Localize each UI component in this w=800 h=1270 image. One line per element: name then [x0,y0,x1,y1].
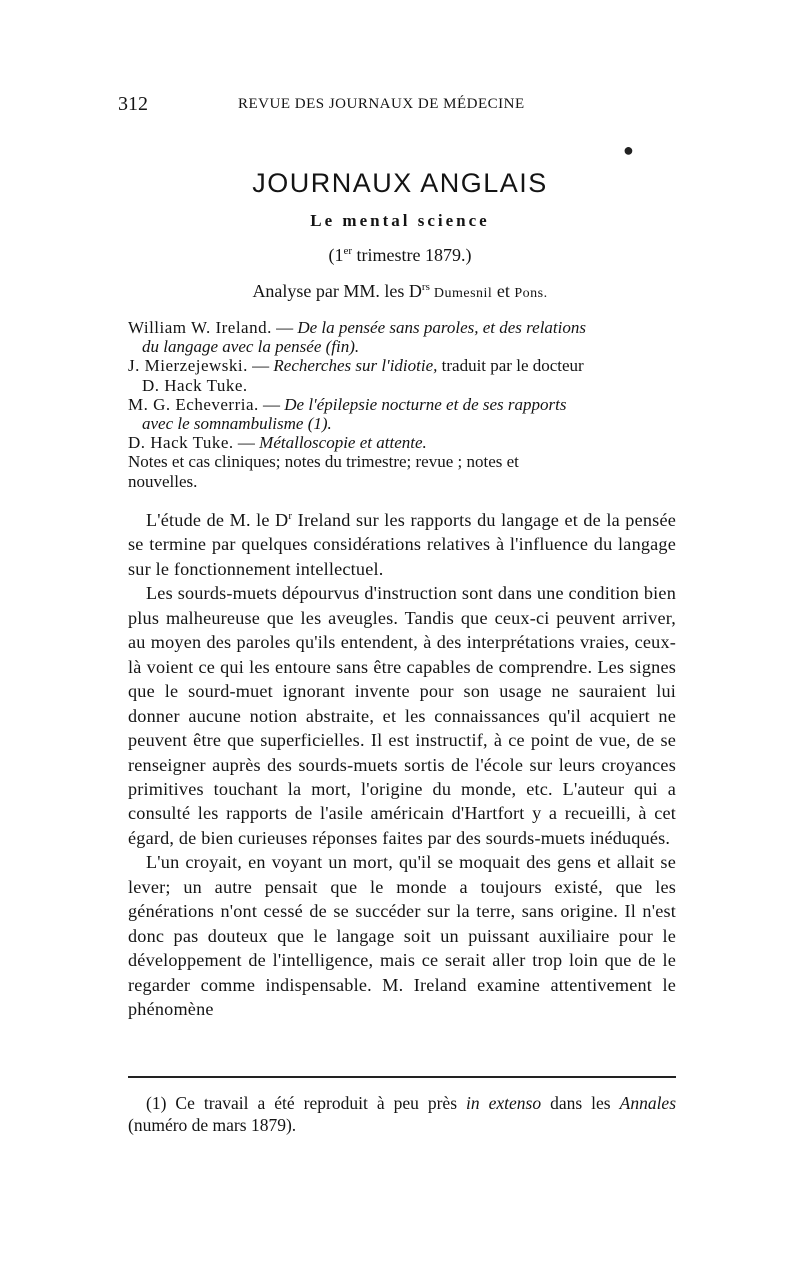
entry-author: M. G. Echeverria. [128,394,259,414]
analysts-line [0,281,800,302]
analyst-name-2: Pons. [514,286,548,301]
entry-title: Métalloscopie et attente. [259,433,427,453]
entry-title: De la pensée sans paroles, et des relations [297,318,586,337]
entry-author: William W. Ireland. [128,318,272,337]
quarter-sup: er [343,245,353,257]
paragraph-3: L'un croyait, en voyant un mort, qu'il se moquait des gens et allait se lever; un autre pensait que le monde a toujours existé, que les générations n'ont cessé de se succéder sur la terre, sans origine. Il n'est donc pas douteux que le langage soit un puissant auxiliaire pour le développement de l'intelligence, mais ce serait aller trop loin que de le regarder comme indispensable. M. Ireland examine attentivement le phénomène [128,852,676,1020]
paragraph-1 [128,508,676,581]
page-number: 312 [118,93,148,115]
quarter-line [0,245,800,266]
footnote-text-c: (numéro de mars 1879). [128,1115,297,1135]
printer-mark-icon: ● [623,140,634,160]
entry-continuation: avec le somnambulisme (1). [142,414,332,434]
entry-continuation: du langage avec la pensée (fin). [142,337,360,357]
analysts-middle: et [492,281,515,301]
footnote-rule [128,1076,676,1078]
entry-continuation: nouvelles. [128,471,198,491]
journal-title: Le mental science [310,211,490,230]
contents-list [128,318,678,491]
footnote-text-b: dans les [541,1093,611,1113]
contents-entry [128,356,678,394]
analysts-prefix: Analyse par MM. les D [252,281,422,301]
footnote-italic-2: Annales [619,1093,677,1113]
entry-dash: — [258,394,285,414]
entry-title: De l'épilepsie nocturne et de ses rapports [284,394,567,414]
contents-entry [128,318,678,356]
paragraph-1-rest: Ireland sur les rapports du langage et de la pensée se termine par quelques considérations relatives à l'influence du langage sur le fonctionnement intellectuel. [128,510,676,579]
entry-dash: — [233,433,260,453]
footnote-text-a: (1) Ce travail a été reproduit à peu près [146,1093,467,1113]
page-header [118,93,678,117]
article-body [128,508,676,1022]
analyst-name-1: Dumesnil [429,286,493,301]
contents-entry [128,452,678,490]
entry-title: Recherches sur l'idiotie, [273,356,438,376]
running-head: REVUE DES JOURNAUX DE MÉDECINE [238,96,525,112]
contents-entry [128,395,678,433]
entry-author: J. Mierzejewski. [128,356,248,376]
analysts-sup: rs [421,281,430,293]
paragraph-1-sup: r [288,509,293,522]
contents-entry [128,433,678,452]
paragraph-1-start: L'étude de M. le D [146,510,289,530]
entry-author: D. Hack Tuke. [128,433,234,453]
footnote [128,1092,676,1136]
section-title: JOURNAUX ANGLAIS [252,168,548,198]
entry-dash: — [247,356,274,376]
paragraph-2: Les sourds-muets dépourvus d'instruction sont dans une condition bien plus malheureuse que les aveugles. Tandis que ceux-ci peuvent arriver, au moyen des paroles qu'ils entendent, à des interprétations vraies, ceux-là voient ce qui les entoure sans être capables de comprendre. Les signes que le sourd-muet ignorant invente pour son usage ne sauraient lui donner aucune notion abstraite, et les connaissances qu'il acquiert ne peuvent être que superficielles. Il est instructif, à ce point de vue, de se renseigner auprès des sourds-muets sortis de l'école sur leurs croyances primitives touchant la mort, l'origine du monde, etc. L'auteur qui a consulté les rapports de l'asile américain d'Hartfort y a recueilli, à cet égard, de bien curieuses réponses faites par des sourds-muets inéduqués. [128,583,676,848]
quarter-open: (1 [328,245,344,265]
entry-rest: traduit par le docteur [437,356,584,376]
footnote-italic-1: in extenso [466,1093,542,1113]
quarter-rest: trimestre 1879.) [352,245,472,265]
entry-dash: — [271,318,298,337]
entry-continuation: D. Hack Tuke. [142,375,248,395]
entry-line: Notes et cas cliniques; notes du trimestre; revue ; notes et [128,452,519,472]
